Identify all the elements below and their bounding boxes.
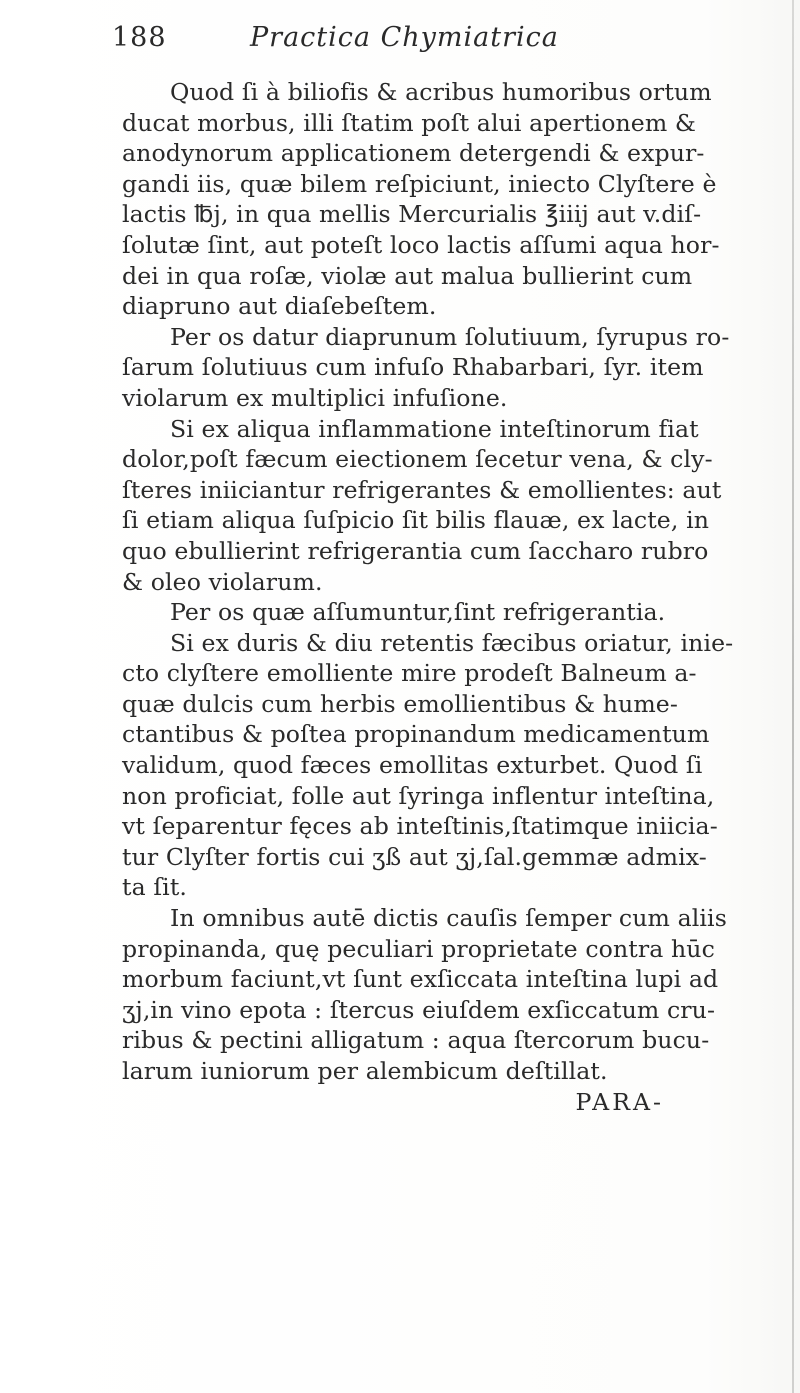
text-line: lactis ℔j, in qua mellis Mercurialis ℥iiij aut v.diſ-: [122, 200, 702, 229]
text-line: Per os datur diaprunum ſolutiuum, ſyrupus ro-: [170, 322, 730, 351]
text-line: ſi etiam aliqua ſuſpicio ſit bilis flauæ, ex lacte, in: [122, 506, 710, 535]
text-line: non proficiat, folle aut ſyringa inflentur inteſtina,: [122, 781, 715, 810]
text-line: diapruno aut diaſebeſtem.: [122, 292, 437, 321]
page-edge: [792, 0, 794, 1393]
text-line: cto clyſtere emolliente mire prodeſt Balneum a-: [122, 659, 697, 688]
text-line: gandi iis, quæ bilem reſpiciunt, iniecto Clyſtere è: [122, 169, 717, 198]
text-line: dolor,poſt fæcum eiectionem ſecetur vena, & cly-: [122, 445, 713, 474]
text-line: anodynorum applicationem detergendi & expur-: [122, 139, 705, 168]
text-line: Quod ſi à biliofis & acribus humoribus ortum: [170, 78, 712, 106]
page-header: [112, 22, 642, 62]
text-line: ctantibus & poſtea propinandum medicamentum: [122, 720, 710, 749]
catchword: PARA-: [575, 1087, 664, 1116]
running-title: Practica Chymiatrica: [250, 22, 559, 53]
text-line: ſteres iniiciantur refrigerantes & emollientes: aut: [122, 475, 722, 504]
text-line: Si ex duris & diu retentis fæcibus oriatur, inie-: [170, 628, 734, 657]
text-line: quo ebullierint refrigerantia cum ſaccharo rubro: [122, 536, 709, 565]
text-line: larum iuniorum per alembicum deſtillat.: [122, 1057, 608, 1085]
text-line: ʒj,in vino epota : ſtercus eiuſdem exſiccatum cru-: [122, 995, 716, 1024]
text-line: violarum ex multiplici infuſione.: [122, 383, 508, 412]
text-line: Si ex aliqua inflammatione inteſtinorum fiat: [170, 414, 699, 443]
page-number: 188: [112, 22, 167, 53]
text-line: Per os quæ aſſumuntur,ſint refrigerantia.: [170, 598, 666, 627]
text-line: morbum faciunt,vt ſunt exſiccata inteſtina lupi ad: [122, 965, 719, 994]
text-line: tur Clyſter fortis cui ʒß aut ʒj,ſal.gemmæ admix-: [122, 842, 707, 871]
text-line: vt ſeparentur fęces ab inteſtinis,ſtatimque iniicia-: [122, 812, 718, 841]
text-line: propinanda, quę peculiari proprietate contra hūc: [122, 934, 715, 963]
text-line: ta ſit.: [122, 873, 188, 902]
text-line: ducat morbus, illi ſtatim poſt alui apertionem &: [122, 108, 697, 137]
text-line: ſolutæ ſint, aut poteſt loco lactis aſſumi aqua hor-: [122, 230, 720, 259]
text-line: dei in qua roſæ, violæ aut malua bullierint cum: [122, 261, 693, 290]
text-line: ribus & pectini alligatum : aqua ſtercorum bucu-: [122, 1026, 710, 1055]
text-line: & oleo violarum.: [122, 567, 323, 596]
text-line: ſarum ſolutiuus cum infuſo Rhabarbari, ſyr. item: [122, 353, 704, 382]
text-line: quæ dulcis cum herbis emollientibus & hume-: [122, 689, 678, 718]
text-line: validum, quod fæces emollitas exturbet. Quod ſi: [122, 751, 703, 780]
text-line: In omnibus autē dictis cauſis ſemper cum aliis: [170, 904, 727, 933]
body-text: [122, 77, 734, 1117]
